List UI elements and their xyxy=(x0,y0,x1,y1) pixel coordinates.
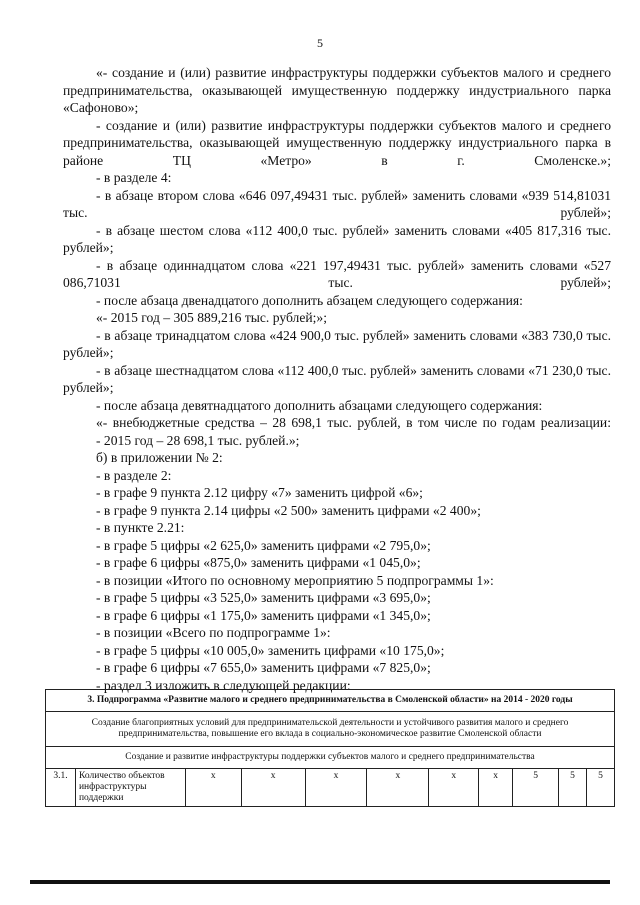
subprogram-task: Создание и развитие инфраструктуры поддержки субъектов малого и среднего предпринимательства xyxy=(46,747,615,769)
table-cell: 5 xyxy=(559,769,587,807)
paragraph-11: - после абзаца девятнадцатого дополнить абзацами следующего содержания: xyxy=(96,397,543,413)
paragraph-15: - в разделе 2: xyxy=(96,467,172,483)
table-row xyxy=(46,769,615,807)
table-cell: 5 xyxy=(586,769,614,807)
table-cell: х xyxy=(185,769,241,807)
subprogram-title: 3. Подпрограмма «Развитие малого и среднего предпринимательства в Смоленской области» на 2014 - 2020 годы xyxy=(46,690,615,712)
page-number: 5 xyxy=(317,36,323,50)
paragraph-21: - в позиции «Итого по основному мероприятию 5 подпрограммы 1»: xyxy=(96,572,494,588)
paragraph-23: - в графе 6 цифры «1 175,0» заменить цифрами «1 345,0»; xyxy=(96,607,431,623)
paragraph-22: - в графе 5 цифры «3 525,0» заменить цифрами «3 695,0»; xyxy=(96,590,431,605)
paragraph-4: - в абзаце втором слова «646 097,49431 тыс. рублей» заменить словами «939 514,81031 тыс. рублей»; xyxy=(63,187,611,220)
table-cell: х xyxy=(429,769,479,807)
row-indicator-name: Количество объектов инфраструктуры поддержки xyxy=(75,769,185,807)
table-cell: 5 xyxy=(513,769,559,807)
paragraph-19: - в графе 5 цифры «2 625,0» заменить цифрами «2 795,0»; xyxy=(96,537,431,553)
document-body xyxy=(63,64,611,694)
paragraph-14: б) в приложении № 2: xyxy=(96,450,223,465)
paragraph-25: - в графе 5 цифры «10 005,0» заменить цифрами «10 175,0»; xyxy=(96,642,445,658)
paragraph-17: - в графе 9 пункта 2.14 цифры «2 500» заменить цифрами «2 400»; xyxy=(96,502,481,518)
paragraph-24: - в позиции «Всего по подпрограмме 1»: xyxy=(96,625,331,640)
paragraph-12: «- внебюджетные средства – 28 698,1 тыс. рублей, в том числе по годам реализации: xyxy=(96,415,611,430)
paragraph-18: - в пункте 2.21: xyxy=(96,520,185,535)
paragraph-3: - в разделе 4: xyxy=(96,170,172,185)
table-cell: х xyxy=(241,769,305,807)
page-bottom-rule xyxy=(30,880,610,884)
paragraph-7: - после абзаца двенадцатого дополнить абзацем следующего содержания: xyxy=(96,292,523,308)
paragraph-6: - в абзаце одиннадцатом слова «221 197,49431 тыс. рублей» заменить словами «527 086,71031 тыс. рублей»; xyxy=(63,257,611,290)
paragraph-20: - в графе 6 цифры «875,0» заменить цифрами «1 045,0»; xyxy=(96,555,421,570)
table-cell: х xyxy=(305,769,367,807)
program-table xyxy=(45,689,615,807)
table-cell: х xyxy=(479,769,513,807)
paragraph-26: - в графе 6 цифры «7 655,0» заменить цифрами «7 825,0»; xyxy=(96,660,431,675)
paragraph-1: «- создание и (или) развитие инфраструктуры поддержки субъектов малого и среднего предпринимательства, оказывающей имущественную поддержку индустриального парка «Сафоново»; xyxy=(63,65,611,115)
paragraph-27: - раздел 3 изложить в следующей редакции: xyxy=(96,677,351,693)
paragraph-5: - в абзаце шестом слова «112 400,0 тыс. рублей» заменить словами «405 817,316 тыс. рублей»; xyxy=(63,222,611,255)
paragraph-13: - 2015 год – 28 698,1 тыс. рублей.»; xyxy=(96,432,300,448)
table-cell: х xyxy=(367,769,429,807)
paragraph-9: - в абзаце тринадцатом слова «424 900,0 тыс. рублей» заменить словами «383 730,0 тыс. рублей»; xyxy=(63,327,611,360)
paragraph-8: «- 2015 год – 305 889,216 тыс. рублей;»; xyxy=(96,310,327,325)
paragraph-2: - создание и (или) развитие инфраструктуры поддержки субъектов малого и среднего предпринимательства, оказывающей имущественную поддержку индустриального парка в районе ТЦ «Метро» в г. Смоленске.»; xyxy=(63,117,611,168)
subprogram-goal: Создание благоприятных условий для предпринимательской деятельности и устойчивого развития малого и среднего предпринимательства, повышение его вклада в социально-экономическое развитие Смоленской области xyxy=(46,712,615,747)
program-table-container xyxy=(45,689,615,807)
row-number: 3.1. xyxy=(46,769,76,807)
paragraph-16: - в графе 9 пункта 2.12 цифру «7» заменить цифрой «6»; xyxy=(96,485,423,500)
paragraph-10: - в абзаце шестнадцатом слова «112 400,0 тыс. рублей» заменить словами «71 230,0 тыс. рублей»; xyxy=(63,362,611,395)
